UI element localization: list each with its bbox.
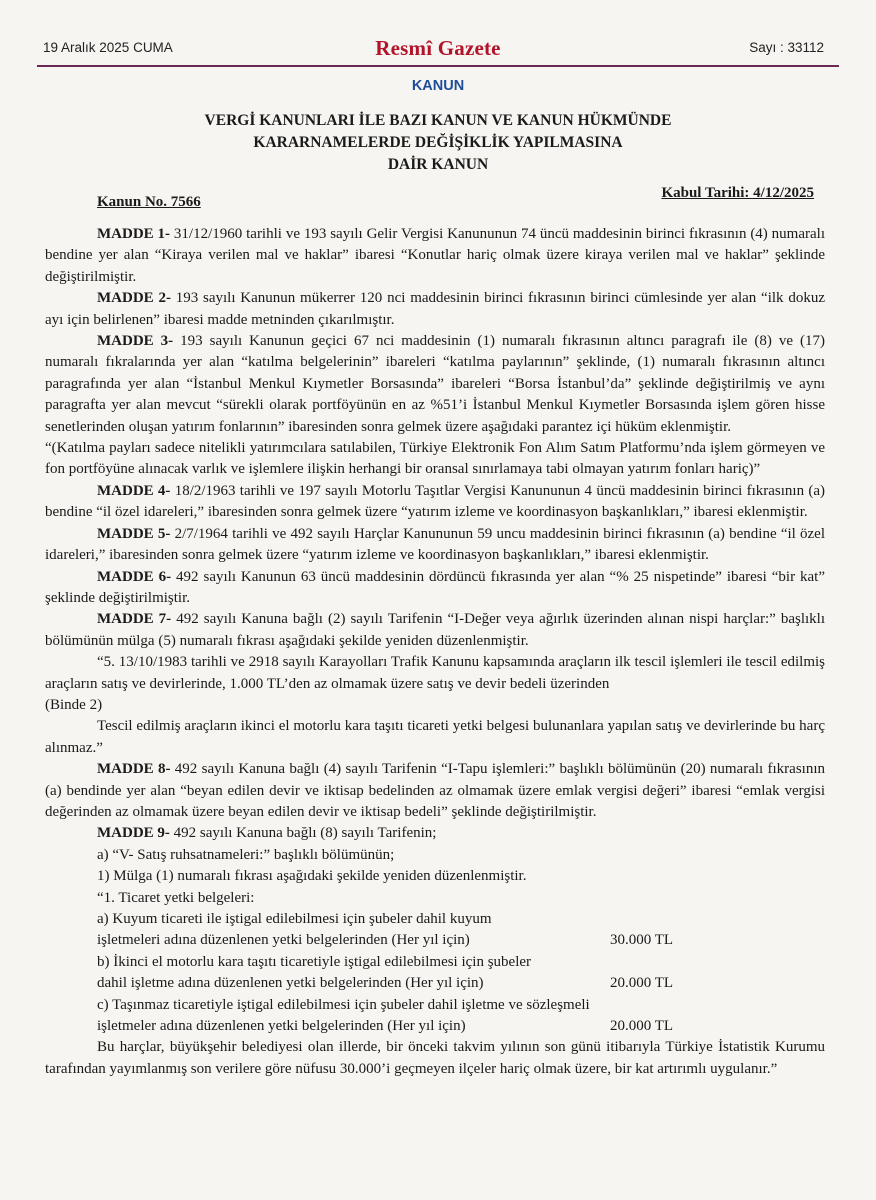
article-text: 193 sayılı Kanunun mükerrer 120 nci maddesinin birinci fıkrasının birinci cümlesinde yer alan “ilk dokuz ayı için belirlenen” ibaresi madde metninden çıkarılmıştır. xyxy=(45,290,825,328)
article-7-quote-end: Tescil edilmiş araçların ikinci el motorlu kara taşıtı ticareti yetki belgesi bulunanlara yapılan satış ve devirlerinde bu harç alınmaz.” xyxy=(45,718,825,756)
fee-list xyxy=(45,909,825,1037)
article-text: 492 sayılı Kanuna bağlı (2) sayılı Tarifenin “I-Değer veya ağırlık üzerinden alınan nispi harçlar:” başlıklı bölümünün mülga (5) numaralı fıkrası aşağıdaki şekilde yeniden düzenlenmiştir. xyxy=(45,611,826,649)
article-9-closing: Bu harçlar, büyükşehir belediyesi olan illerde, bir önceki takvim yılının son günü itibarıyla Türkiye İstatistik Kurumu tarafından yayımlanmış son verilere göre nüfusu 30.000’i geçmeyen ilçeler hariç olmak üzere, bir kat artırımlı uygulanır.” xyxy=(45,1039,825,1077)
issue-number: Sayı : 33112 xyxy=(749,40,824,55)
issue-date: 19 Aralık 2025 CUMA xyxy=(43,40,173,55)
gazette-name: Resmî Gazete xyxy=(375,36,501,60)
fee-item-text: b) İkinci el motorlu kara taşıtı ticaretiyle iştigal edilebilmesi için şubeler xyxy=(97,953,532,970)
fee-item xyxy=(97,995,825,1016)
law-title-line: DAİR KANUN xyxy=(387,156,489,173)
article-label: MADDE 5- xyxy=(97,525,171,542)
article-text: 492 sayılı Kanunun 63 üncü maddesinin dördüncü fıkrasında yer alan “% 25 nispetinde” ibaresi “bir kat” şeklinde değiştirilmiştir. xyxy=(45,568,826,606)
gazette-header xyxy=(0,0,876,66)
article-label: MADDE 6- xyxy=(97,568,172,585)
article-label: MADDE 7- xyxy=(97,611,172,628)
article-text: 31/12/1960 tarihli ve 193 sayılı Gelir Vergisi Kanununun 74 üncü maddesinin birinci fıkrasının (4) numaralı bendine yer alan “Kiraya verilen mal ve haklar” ibaresi “Konutlar hariç olmak üzere kiraya verilen mal ve haklar” şeklinde değiştirilmiştir. xyxy=(45,226,825,285)
article-label: MADDE 9- xyxy=(97,825,170,842)
fee-item-text: işletmeleri adına düzenlenen yetki belgelerinden (Her yıl için) xyxy=(97,932,470,949)
fee-item-text: a) Kuyum ticareti ile iştigal edilebilmesi için şubeler dahil kuyum xyxy=(97,911,492,927)
fee-item xyxy=(97,973,825,994)
article-text: 18/2/1963 tarihli ve 197 sayılı Motorlu Taşıtlar Vergisi Kanununun 4 üncü maddesinin birinci fıkrasının (a) bendine “il özel idareleri,” ibaresinden sonra gelmek üzere “yatırım izleme ve koordinasyon başkanlıkları,” ibaresi eklenmiştir. xyxy=(45,482,826,521)
article-label: MADDE 4- xyxy=(97,482,171,499)
fee-item xyxy=(97,909,825,930)
header-divider xyxy=(37,65,839,67)
fee-item-text: dahil işletme adına düzenlenen yetki belgelerinden (Her yıl için) xyxy=(97,975,484,992)
law-number: Kanun No. 7566 xyxy=(97,194,201,210)
article-text: 193 sayılı Kanunun geçici 67 nci maddesinin (1) numaralı fıkrasının altıncı paragrafı ile (8) ve (17) numaralı fıkralarında yer alan “katılma belgelerinin” ibareleri “katılma paylarının” şeklinde, (1) numaralı fıkrasının altıncı paragrafında yer alan “İstanbul Menkul Kıymetler Borsasında” ibareleri “Borsa İstanbul’da” şeklinde değiştirilmiş ve aynı paragrafta yer alan mevcut “sürekli olarak portföyünün en az %51’i İstanbul Menkul Kıymetler Borsasında işlem gören hisse senetlerinden oluşan yatırım fonlarının” ibaresinden sonra gelmek üzere aşağıdaki parantez içi hüküm eklenmiştir. xyxy=(45,333,826,435)
article-5 xyxy=(45,524,825,567)
article-9 xyxy=(45,823,825,844)
fee-list-heading: “1. Ticaret yetki belgeleri: xyxy=(97,889,255,906)
law-body xyxy=(45,224,825,1080)
article-7-rate: (Binde 2) xyxy=(45,696,103,713)
article-4 xyxy=(45,481,825,524)
article-3-quote: “(Katılma payları sadece nitelikli yatırımcılara satılabilen, Türkiye Elektronik Fon Alım Satım Platformu’nda işlem görmeyen ve fon portföyüne alınacak varlık ve işlemlere ilişkin herhangi bir oransal sınırlamaya tabi olmayan yatırım fonları hariç)” xyxy=(45,440,825,478)
fee-item-text: c) Taşınmaz ticaretiyle iştigal edilebilmesi için şubeler dahil işletme ve sözleşmeli xyxy=(97,996,590,1013)
article-label: MADDE 2- xyxy=(97,290,171,307)
article-3 xyxy=(45,331,825,438)
law-title-line: KARARNAMELERDE DEĞİŞİKLİK YAPILMASINA xyxy=(253,134,623,151)
article-text: 492 sayılı Kanuna bağlı (4) sayılı Tarifenin “I-Tapu işlemleri:” başlıklı bölümünün (20) numaralı fıkrasının (a) bendinde yer alan “beyan edilen devir ve iktisap bedelinden az olmamak üzere emlak vergisi değeri” ibaresi “emlak vergisi değerinden az olmamak üzere beyan edilen devir ve iktisap bedeli” şeklinde değiştirilmiştir. xyxy=(45,761,826,820)
fee-item xyxy=(97,930,825,951)
article-8 xyxy=(45,759,825,823)
article-label: MADDE 1- xyxy=(97,226,171,242)
law-title-line: VERGİ KANUNLARI İLE BAZI KANUN VE KANUN HÜKMÜNDE xyxy=(204,112,672,129)
fee-amount: 30.000 TL xyxy=(610,932,674,949)
article-1 xyxy=(45,224,825,288)
fee-item xyxy=(97,952,825,973)
article-6 xyxy=(45,567,825,610)
article-9-subsection: a) “V- Satış ruhsatnameleri:” başlıklı bölümünün; xyxy=(97,846,395,863)
article-9-clause: 1) Mülga (1) numaralı fıkrası aşağıdaki şekilde yeniden düzenlenmiştir. xyxy=(97,868,527,885)
fee-item-text: işletmeler adına düzenlenen yetki belgelerinden (Her yıl için) xyxy=(97,1018,466,1035)
fee-item xyxy=(97,1016,825,1037)
law-title xyxy=(0,110,876,176)
article-2 xyxy=(45,288,825,331)
fee-amount: 20.000 TL xyxy=(610,975,674,992)
section-heading: KANUN xyxy=(411,78,465,94)
article-label: MADDE 3- xyxy=(97,333,174,350)
acceptance-date: Kabul Tarihi: 4/12/2025 xyxy=(661,185,814,201)
article-label: MADDE 8- xyxy=(97,761,171,778)
article-7-quote: “5. 13/10/1983 tarihli ve 2918 sayılı Karayolları Trafik Kanunu kapsamında araçların ilk tescil işlemleri ile tescil edilmiş araçların satış ve devirlerinde, 1.000 TL’den az olmamak üzere satış ve devir bedeli üzerinden xyxy=(45,654,825,692)
article-7 xyxy=(45,609,825,652)
fee-amount: 20.000 TL xyxy=(610,1018,674,1035)
article-text: 492 sayılı Kanuna bağlı (8) sayılı Tarifenin; xyxy=(169,825,437,842)
article-text: 2/7/1964 tarihli ve 492 sayılı Harçlar Kanununun 59 uncu maddesinin birinci fıkrasının (a) bendine “il özel idareleri,” ibaresinden sonra gelmek üzere “yatırım izleme ve koordinasyon başkanlıkları,” ibaresi eklenmiştir. xyxy=(45,525,825,564)
